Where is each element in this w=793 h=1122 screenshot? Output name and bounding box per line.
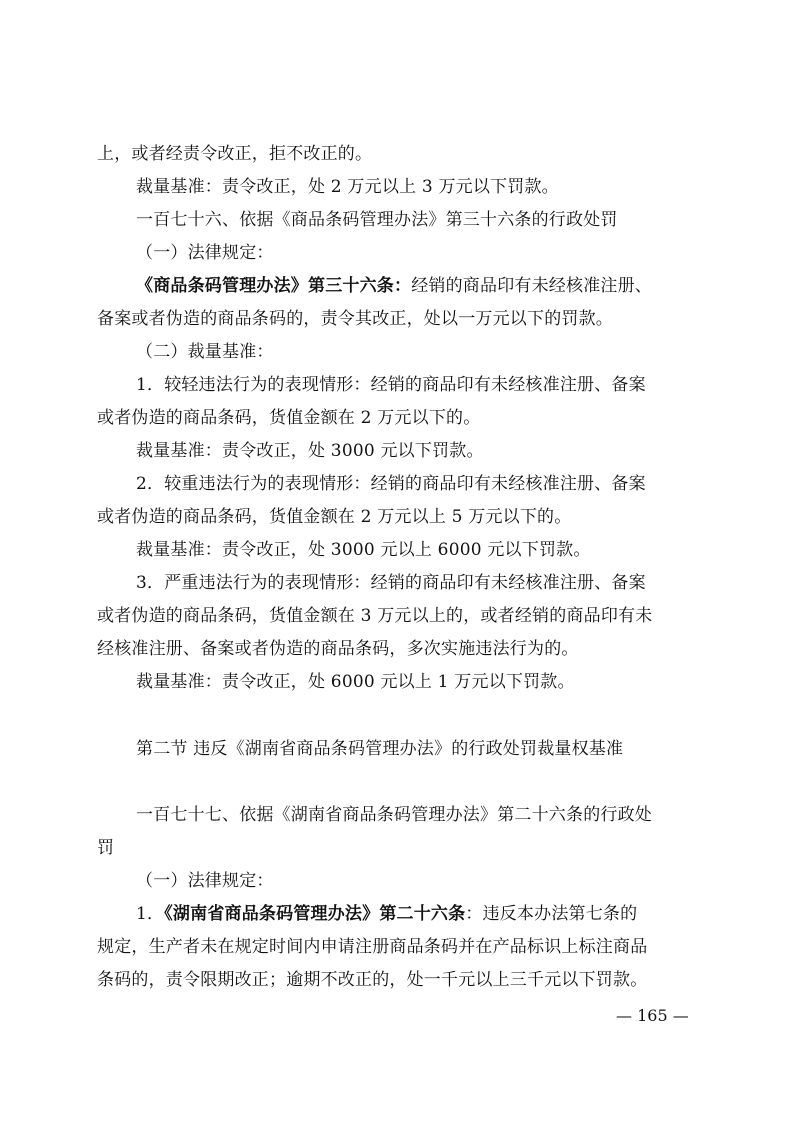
body-line: 裁量基准：责令改正，处 3000 元以下罚款。 [136,441,484,461]
section-heading: 一百七十六、依据《商品条码管理办法》第三十六条的行政处罚 [136,210,618,230]
body-line: 或者伪造的商品条码，货值金额在 2 万元以上 5 万元以下的。 [97,507,572,527]
section-heading-continued: 罚 [97,838,115,858]
section-heading: 一百七十七、依据《湖南省商品条码管理办法》第二十六条的行政处 [136,805,652,825]
body-line: 1．较轻违法行为的表现情形：经销的商品印有未经核准注册、备案 [136,375,646,395]
body-line: 规定，生产者未在规定时间内申请注册商品条码并在产品标识上标注商品 [97,937,648,957]
body-line: 裁量基准：责令改正，处 6000 元以上 1 万元以下罚款。 [136,672,575,692]
citation-text: 经销的商品印有未经核准注册、 [411,276,653,296]
citation-text: ：违反本办法第七条的 [465,904,638,924]
body-line: 或者伪造的商品条码，货值金额在 2 万元以下的。 [97,408,481,428]
body-line: 裁量基准：责令改正，处 2 万元以上 3 万元以下罚款。 [136,177,559,197]
body-line-with-bold [136,903,637,925]
subheading: （一）法律规定： [136,243,274,263]
body-line: 或者伪造的商品条码，货值金额在 3 万元以上的，或者经销的商品印有未 [97,606,653,626]
bold-citation: 《湖南省商品条码管理办法》第二十六条 [164,904,466,924]
page-number: — 165 — [616,1006,689,1025]
chapter-section-title: 第二节 违反《湖南省商品条码管理办法》的行政处罚裁量权基准 [136,739,624,759]
body-line: 经核准注册、备案或者伪造的商品条码，多次实施违法行为的。 [97,639,579,659]
body-line-with-bold [136,275,652,297]
body-line: 2．较重违法行为的表现情形：经销的商品印有未经核准注册、备案 [136,474,646,494]
item-number: 1． [136,904,165,924]
subheading: （一）法律规定： [136,871,274,891]
subheading: （二）裁量基准： [136,342,274,362]
body-line: 3．严重违法行为的表现情形：经销的商品印有未经核准注册、备案 [136,573,646,593]
body-line: 条码的，责令限期改正；逾期不改正的，处一千元以上三千元以下罚款。 [97,970,648,990]
body-line: 裁量基准：责令改正，处 3000 元以上 6000 元以下罚款。 [136,540,591,560]
body-line: 上，或者经责令改正，拒不改正的。 [97,144,373,164]
bold-citation: 《商品条码管理办法》第三十六条： [136,276,412,296]
body-line: 备案或者伪造的商品条码的，责令其改正，处以一万元以下的罚款。 [97,309,613,329]
